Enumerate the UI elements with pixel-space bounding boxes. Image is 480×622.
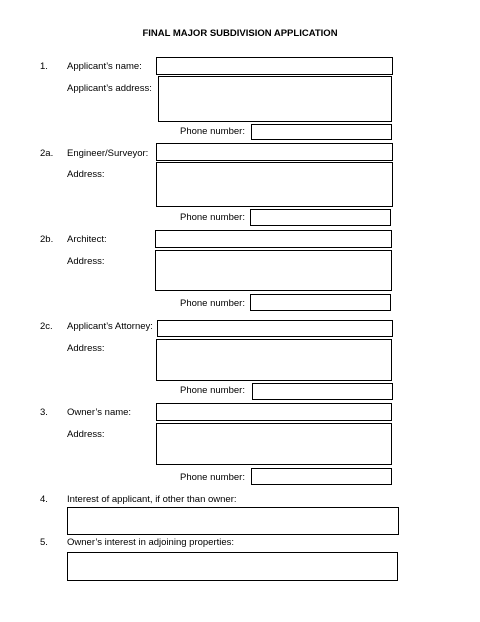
applicant-name-field[interactable] — [156, 57, 393, 75]
owner-name-field[interactable] — [156, 403, 392, 421]
section-number: 3. — [40, 407, 48, 418]
attorney-phone-field[interactable] — [252, 383, 393, 400]
section-number: 2a. — [40, 148, 54, 159]
form-title: FINAL MAJOR SUBDIVISION APPLICATION — [142, 28, 338, 39]
applicant-name-label: Applicant’s name: — [67, 61, 142, 72]
owner-phone-field[interactable] — [251, 468, 392, 485]
architect-field[interactable] — [155, 230, 392, 248]
owner-adjoining-interest-field[interactable] — [67, 552, 398, 581]
applicant-phone-label: Phone number: — [180, 126, 245, 137]
architect-phone-field[interactable] — [250, 294, 391, 311]
architect-label: Architect: — [67, 234, 107, 245]
architect-phone-label: Phone number: — [180, 298, 245, 309]
attorney-field[interactable] — [157, 320, 393, 337]
engineer-address-label: Address: — [67, 169, 105, 180]
owner-phone-label: Phone number: — [180, 472, 245, 483]
applicant-interest-field[interactable] — [67, 507, 399, 535]
owner-adjoining-interest-label: Owner’s interest in adjoining properties: — [67, 537, 235, 548]
engineer-phone-field[interactable] — [250, 209, 391, 226]
owner-name-label: Owner’s name: — [67, 407, 132, 418]
attorney-phone-label: Phone number: — [180, 385, 245, 396]
section-number: 4. — [40, 494, 48, 505]
engineer-surveyor-label: Engineer/Surveyor: — [67, 148, 149, 159]
architect-address-label: Address: — [67, 256, 105, 267]
engineer-surveyor-field[interactable] — [156, 143, 393, 161]
section-number: 2b. — [40, 234, 54, 245]
section-number: 5. — [40, 537, 48, 548]
owner-address-label: Address: — [67, 429, 105, 440]
applicant-interest-label: Interest of applicant, if other than owner: — [67, 494, 237, 505]
engineer-phone-label: Phone number: — [180, 212, 245, 223]
section-number: 2c. — [40, 321, 53, 332]
section-number: 1. — [40, 61, 48, 72]
applicant-phone-field[interactable] — [251, 124, 392, 140]
attorney-address-label: Address: — [67, 343, 105, 354]
applicant-address-label: Applicant’s address: — [67, 83, 152, 94]
owner-address-field[interactable] — [156, 423, 392, 465]
attorney-label: Applicant’s Attorney: — [67, 321, 153, 332]
engineer-address-field[interactable] — [156, 162, 393, 207]
applicant-address-field[interactable] — [158, 76, 392, 122]
attorney-address-field[interactable] — [156, 339, 392, 381]
architect-address-field[interactable] — [155, 250, 392, 291]
